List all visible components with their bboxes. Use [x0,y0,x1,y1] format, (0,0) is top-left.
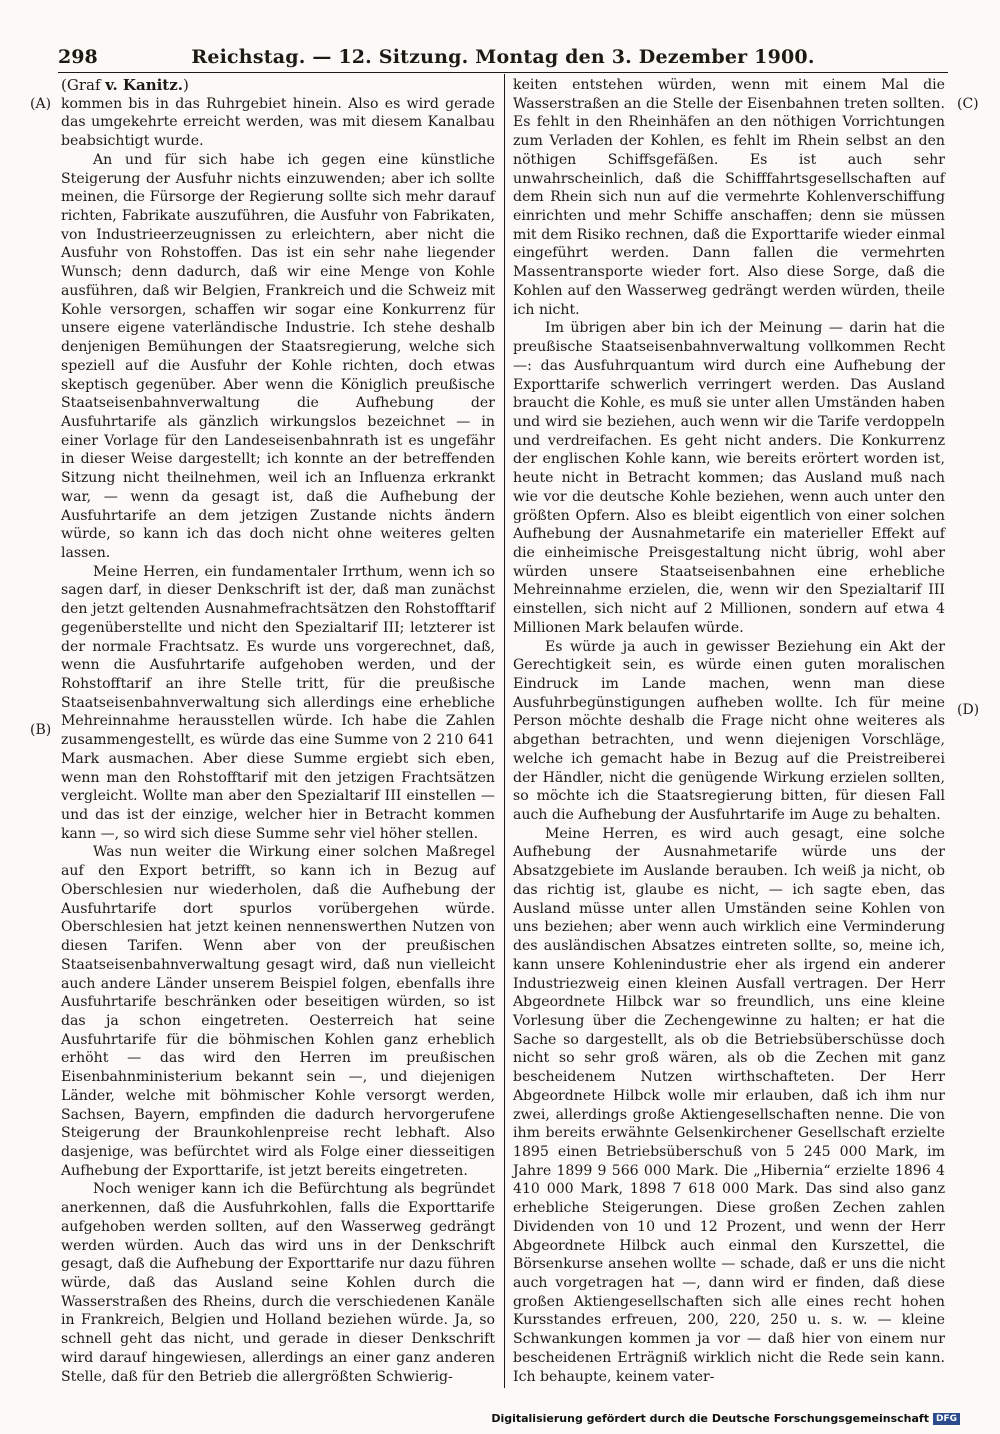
paragraph: Noch weniger kann ich die Befürchtung als begründet anerkennen, daß die Ausfuhrkohlen, falls die Exporttarife aufgehoben werden sollten, auf den Wasserweg gedrängt werden würden. Auch das wird uns in der Denkschrift gesagt, daß die Aufhebung der Exporttarife nur dazu führen würde, daß das Ausland seine Kohlen durch die Wasserstraßen des Rheins, durch die verschiedenen Kanäle in Frankreich, Belgien und Holland beziehen würde. Ja, so schnell geht das nicht, und gerade in dieser Denkschrift wird darauf hingewiesen, allerdings an einer ganz anderen Stelle, daß für den Betrieb die allergrößten Schwierig- [61,1181,495,1385]
speaker-open: (Graf [61,76,106,94]
margin-mark-b: (B) [30,722,52,738]
paragraph: kommen bis in das Ruhrgebiet hinein. Also es wird gerade das umgekehrte erreicht werden, was mit diesem Kanalbau beabsichtigt wurde. [61,95,495,150]
paragraph: Im übrigen aber bin ich der Meinung — darin hat die preußische Staatseisenbahnverwaltung vollkommen Recht —: das Ausfuhrquantum wird durch eine Aufhebung der Exporttarife schwerlich verringert werden. Das Ausland braucht die Kohle, es muß sie unter allen Umständen haben und wird sie beziehen, auch wenn wir die Tarife verdoppeln und verdreifachen. Es geht nicht anders. Die Konkurrenz der englischen Kohle kann, wie bereits erörtert worden ist, heute nicht in Betracht kommen; das Ausland muß nach wie vor die deutsche Kohle beziehen, wenn auch unter den größten Opfern. Also es bleibt eigentlich von einer solchen Aufhebung der Ausnahmetarife ein materieller Effekt auf die einheimische Preisgestaltung nicht übrig, wohl aber würden unsere Staatseisenbahnen eine erhebliche Mehreinnahme erzielen, die, wenn wir den Spezialtarif III einstellen, sich nicht auf 2 Millionen, sondern auf etwa 4 Millionen Mark belaufen würde. [513,320,945,636]
margin-mark-d: (D) [957,702,980,718]
paragraph: Was nun weiter die Wirkung einer solchen Maßregel auf den Export betrifft, so kann ich in Bezug auf Oberschlesien nur wiederholen, daß die Aufhebung der Ausfuhrtarife dort spurlos vorübergehen würde. Oberschlesien hat jetzt keinen nennenswerthen Nutzen von diesen Tarifen. Wenn aber von der preußischen Staatseisenbahnverwaltung gesagt wird, daß nun vielleicht auch andere Länder unserem Beispiel folgen, ebenfalls ihre Ausfuhrtarife beschränken oder beseitigen würden, so ist das ja schon eingetreten. Oesterreich hat seine Ausfuhrtarife für die böhmischen Kohlen ganz erheblich erhöht — das wird den Herren im preußischen Eisenbahnministerium bekannt sein —, und diejenigen Länder, welche mit böhmischer Kohle versorgt werden, Sachsen, Bayern, empfinden die dadurch hervorgerufene Steigerung der Braunkohlenpreise recht lebhaft. Also dasjenige, was befürchtet wird als Folge einer diesseitigen Aufhebung der Exporttarife, ist jetzt bereits eingetreten. [61,844,495,1179]
right-column [513,76,945,1386]
paragraph: keiten entstehen würden, wenn mit einem Mal die Wasserstraßen an die Stelle der Eisenbahnen treten sollten. Es fehlt in den Rheinhäfen an den nöthigen Vorrichtungen zum Verladen der Kohlen, es fehlt im Rhein selbst an den nöthigen Schiffsgefäßen. Es ist auch sehr unwahrscheinlich, daß die Schifffahrtsgesellschaften auf dem Rhein sich nun auf die vermehrte Kohlenverschiffung einrichten und mehr Schiffe anschaffen; denn sie müssen mit dem Risiko rechnen, daß die Exporttarife wieder einmal eingeführt werden. Dann fallen die vermehrten Massentransporte wieder fort. Also diese Sorge, daß die Kohlen auf den Wasserweg gedrängt werden würden, theile ich nicht. [513,77,945,318]
left-column [61,76,495,1386]
speaker-name: v. Kanitz. [105,76,183,94]
dfg-logo-icon: DFG [933,1413,960,1425]
footer-credit [491,1412,960,1425]
column-divider [504,74,505,1388]
page-number: 298 [58,46,98,68]
paragraph: An und für sich habe ich gegen eine künstliche Steigerung der Ausfuhr nichts einzuwenden; aber ich sollte meinen, die Fürsorge der Regierung sollte sich mehr darauf richten, Fabrikate auszuführen, die Ausfuhr von Fabrikaten, von Industrieerzeugnissen zu erleichtern, aber nicht die Ausfuhr von Rohstoffen. Das ist ein sehr nahe liegender Wunsch; denn dadurch, daß wir eine Menge von Kohle ausführen, daß wir Belgien, Frankreich und die Schweiz mit Kohle versorgen, schaffen wir sogar eine Konkurrenz für unsere eigene vaterländische Industrie. Ich stehe deshalb denjenigen Bemühungen der Staatsregierung, welche sich speziell auf die Ausfuhr der Kohle richten, doch etwas skeptisch gegenüber. Aber wenn die Königlich preußische Staatseisenbahnverwaltung die Aufhebung der Ausfuhrtarife als gänzlich wirkungslos bezeichnet — in einer Vorlage für den Landeseisenbahnrath ist es ungefähr in dieser Weise dargestellt; ich konnte an der betreffenden Sitzung nicht theilnehmen, weil ich an Influenza erkrankt war, — wenn da gesagt ist, daß die Aufhebung der Ausfuhrtarife an dem jetzigen Zustande nichts ändern würde, so kann ich das doch nicht ohne weiteres gelten lassen. [61,151,495,561]
speaker-line [61,76,495,95]
page-header [58,44,948,74]
margin-mark-a: (A) [30,96,52,112]
header-rule [58,72,948,73]
margin-mark-c: (C) [957,96,979,112]
credit-text: Digitalisierung gefördert durch die Deutsche Forschungsgemeinschaft [491,1412,929,1425]
paragraph: Meine Herren, es wird auch gesagt, eine solche Aufhebung der Ausnahmetarife würde uns der Absatzgebiete im Auslande berauben. Ich weiß ja nicht, ob das richtig ist, glaube es nicht, — ich sagte eben, das Ausland müsse unter allen Umständen seine Kohlen von uns beziehen; aber wenn auch wirklich eine Verminderung des ausländischen Absatzes eintreten sollte, so, meine ich, kann unsere Kohlenindustrie eher als irgend ein anderer Industriezweig einen kleinen Ausfall vertragen. Der Herr Abgeordnete Hilbck war so freundlich, uns eine kleine Vorlesung über die Zechengewinne zu halten; er hat die Sache so dargestellt, als ob die Betriebsüberschüsse doch nicht so sehr groß wären, als ob die Zechen mit ganz bescheidenem Nutzen wirthschafteten. Der Herr Abgeordnete Hilbck wolle mir erlauben, daß ich ihm nur zwei, allerdings große Aktiengesellschaften nenne. Die von ihm bereits erwähnte Gelsenkirchener Gesellschaft erzielte 1895 einen Betriebsüberschuß von 5 245 000 Mark, im Jahre 1899 9 566 000 Mark. Die „Hibernia“ erzielte 1896 4 410 000 Mark, 1898 7 618 000 Mark. Das sind also ganz erhebliche Steigerungen. Diese großen Zechen zahlen Dividenden von 10 und 12 Prozent, und wenn der Herr Abgeordnete Hilbck auch einmal den Kurszettel, die Börsenkurse ansehen wollte — schade, daß er uns die nicht auch vorgetragen hat —, dann wird er finden, daß diese großen Aktiengesellschaften sich alle eines recht hohen Kursstandes erfreuen, 200, 220, 250 u. s. w. — kleine Schwankungen kommen ja vor — daß hier von einem nur bescheidenen Erträgniß wirklich nicht die Rede sein kann. Ich behaupte, keinem vater- [513,825,945,1385]
speaker-close: ) [182,76,189,94]
paragraph: Meine Herren, ein fundamentaler Irrthum, wenn ich so sagen darf, in dieser Denkschrift ist der, daß man zunächst den jetzt geltenden Ausnahmefrachtsätzen den Rohstofftarif gegenüberstellte und nicht den Spezialtarif III; letzterer ist der normale Frachtsatz. Es wurde uns vorgerechnet, daß, wenn die Ausfuhrtarife aufgehoben werden, und der Rohstofftarif an ihre Stelle tritt, für die preußische Staatseisenbahnverwaltung sich allerdings eine erhebliche Mehreinnahme herausstellen würde. Ich habe die Zahlen zusammengestellt, es würde das eine Summe von 2 210 641 Mark ausmachen. Aber diese Summe ergiebt sich eben, wenn man den Rohstofftarif mit den jetzigen Frachtsätzen vergleicht. Wollte man aber den Spezialtarif III einstellen — und das ist der einzige, welcher hier in Betracht kommen kann —, so wird sich diese Summe sehr viel höher stellen. [61,563,495,842]
running-head: Reichstag. — 12. Sitzung. Montag den 3. Dezember 1900. [191,46,815,68]
paragraph: Es würde ja auch in gewisser Beziehung ein Akt der Gerechtigkeit sein, es würde einen guten moralischen Eindruck im Lande machen, wenn man diese Ausfuhrbegünstigungen aufheben wollte. Ich für meine Person möchte deshalb die Frage nicht ohne weiteres als abgethan betrachten, und wenn diejenigen Vorschläge, welche ich gemacht habe in Bezug auf die Preistreiberei der Händler, nicht die genügende Wirkung erzielen sollten, so möchte ich die Staatsregierung bitten, für diesen Fall auch die Aufhebung der Ausfuhrtarife im Auge zu behalten. [513,638,945,824]
